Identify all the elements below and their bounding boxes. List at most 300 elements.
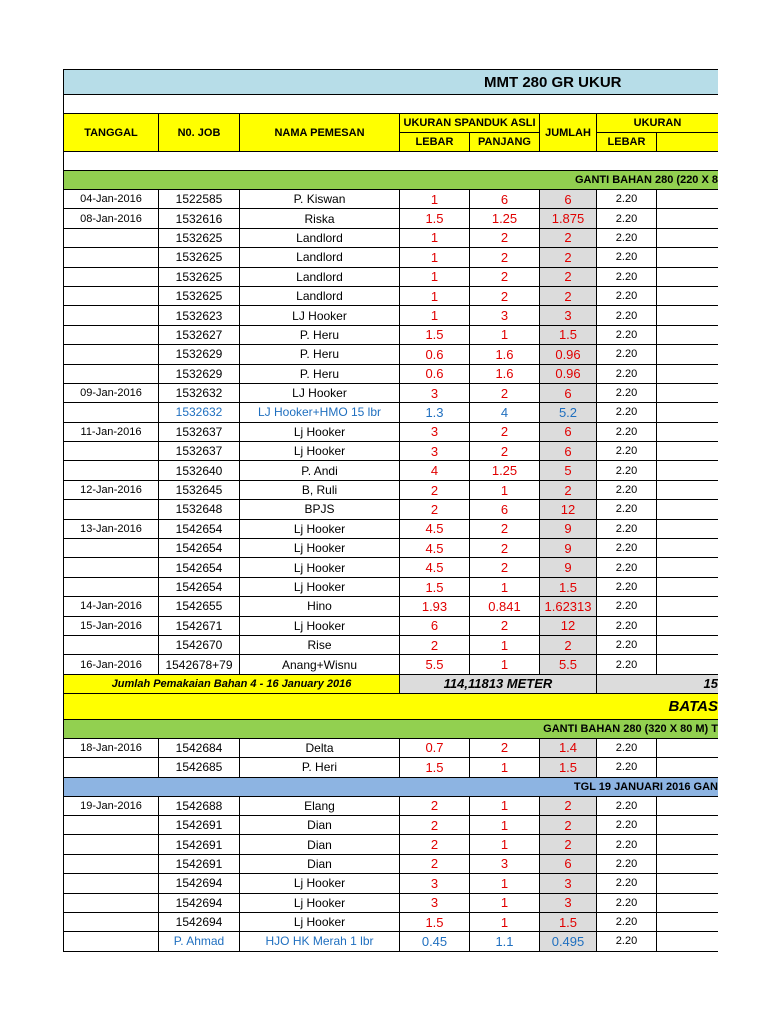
panjang-cell: 6 xyxy=(470,190,540,209)
jumlah-cell: 2 xyxy=(540,835,597,854)
customer-name-cell: B, Ruli xyxy=(240,481,400,500)
jumlah-cell: 2 xyxy=(540,797,597,816)
lebar-cell: 6 xyxy=(400,617,470,636)
lebar-2-cell: 2.20 xyxy=(597,932,657,951)
customer-name-cell: HJO HK Merah 1 lbr xyxy=(240,932,400,951)
table-row xyxy=(63,384,718,403)
job-number-cell: 1532629 xyxy=(159,365,240,384)
jumlah-cell: 6 xyxy=(540,855,597,874)
date-cell xyxy=(63,894,159,913)
blank-cell xyxy=(657,932,718,951)
job-number-cell: 1532632 xyxy=(159,403,240,422)
job-number-cell: 1542670 xyxy=(159,636,240,655)
job-number-cell: 1532625 xyxy=(159,248,240,267)
table-row xyxy=(63,739,718,758)
lebar-cell: 0.7 xyxy=(400,739,470,758)
table-row xyxy=(63,306,718,325)
blank-cell xyxy=(657,461,718,480)
table-row xyxy=(63,758,718,777)
lebar-2-cell: 2.20 xyxy=(597,326,657,345)
table-row xyxy=(63,913,718,932)
lebar-2-cell: 2.20 xyxy=(597,758,657,777)
panjang-cell: 1 xyxy=(470,655,540,674)
panjang-cell: 3 xyxy=(470,306,540,325)
panjang-cell: 1 xyxy=(470,758,540,777)
table-row xyxy=(63,797,718,816)
header-lebar: LEBAR xyxy=(400,133,470,152)
header-blank xyxy=(657,133,718,152)
customer-name-cell: Lj Hooker xyxy=(240,423,400,442)
total-value: 114,11813 METER xyxy=(400,675,597,694)
customer-name-cell: Riska xyxy=(240,209,400,228)
job-number-cell: 1532627 xyxy=(159,326,240,345)
lebar-2-cell: 2.20 xyxy=(597,894,657,913)
job-number-cell: 1532625 xyxy=(159,229,240,248)
lebar-2-cell: 2.20 xyxy=(597,520,657,539)
lebar-cell: 2 xyxy=(400,636,470,655)
customer-name-cell: Lj Hooker xyxy=(240,894,400,913)
lebar-2-cell: 2.20 xyxy=(597,539,657,558)
lebar-2-cell: 2.20 xyxy=(597,578,657,597)
panjang-cell: 1 xyxy=(470,835,540,854)
customer-name-cell: Lj Hooker xyxy=(240,520,400,539)
job-number-cell: 1542654 xyxy=(159,539,240,558)
lebar-2-cell: 2.20 xyxy=(597,461,657,480)
blank-cell xyxy=(657,520,718,539)
jumlah-cell: 5.5 xyxy=(540,655,597,674)
table-row xyxy=(63,365,718,384)
job-number-cell: 1532625 xyxy=(159,268,240,287)
customer-name-cell: Dian xyxy=(240,835,400,854)
lebar-2-cell: 2.20 xyxy=(597,190,657,209)
total-row xyxy=(63,675,718,694)
job-number-cell: 1542655 xyxy=(159,597,240,616)
lebar-cell: 4.5 xyxy=(400,539,470,558)
customer-name-cell: Lj Hooker xyxy=(240,558,400,577)
table-row xyxy=(63,597,718,616)
lebar-2-cell: 2.20 xyxy=(597,423,657,442)
blank-cell xyxy=(657,894,718,913)
panjang-cell: 2 xyxy=(470,268,540,287)
jumlah-cell: 6 xyxy=(540,384,597,403)
header-row xyxy=(63,114,718,152)
jumlah-cell: 3 xyxy=(540,874,597,893)
table-row xyxy=(63,209,718,228)
lebar-cell: 2 xyxy=(400,481,470,500)
table-row xyxy=(63,578,718,597)
job-number-cell: 1532645 xyxy=(159,481,240,500)
customer-name-cell: Lj Hooker xyxy=(240,578,400,597)
date-cell xyxy=(63,932,159,951)
date-cell: 15-Jan-2016 xyxy=(63,617,159,636)
jumlah-cell: 5.2 xyxy=(540,403,597,422)
lebar-cell: 1 xyxy=(400,229,470,248)
blank-cell xyxy=(657,248,718,267)
blank-cell xyxy=(657,229,718,248)
customer-name-cell: P. Heru xyxy=(240,365,400,384)
job-number-cell: 1532648 xyxy=(159,500,240,519)
lebar-2-cell: 2.20 xyxy=(597,558,657,577)
jumlah-cell: 2 xyxy=(540,816,597,835)
job-number-cell: 1532637 xyxy=(159,442,240,461)
blank-cell xyxy=(657,306,718,325)
panjang-cell: 2 xyxy=(470,287,540,306)
blank-cell xyxy=(657,345,718,364)
job-number-cell: 1522585 xyxy=(159,190,240,209)
job-number-cell: 1542694 xyxy=(159,894,240,913)
date-cell: 14-Jan-2016 xyxy=(63,597,159,616)
job-number-cell: 1542691 xyxy=(159,835,240,854)
table-row xyxy=(63,558,718,577)
job-number-cell: 1532629 xyxy=(159,345,240,364)
table-row xyxy=(63,248,718,267)
blank-cell xyxy=(657,209,718,228)
job-number-cell: 1542671 xyxy=(159,617,240,636)
blank-cell xyxy=(657,558,718,577)
table-row xyxy=(63,442,718,461)
table-row xyxy=(63,932,718,951)
total-label: Jumlah Pemakaian Bahan 4 - 16 January 2016 xyxy=(63,675,400,694)
table-body-2 xyxy=(63,739,718,778)
job-number-cell: 1532637 xyxy=(159,423,240,442)
panjang-cell: 2 xyxy=(470,384,540,403)
jumlah-cell: 0.96 xyxy=(540,345,597,364)
blank-cell xyxy=(657,797,718,816)
table-row xyxy=(63,520,718,539)
table-row xyxy=(63,268,718,287)
table-row xyxy=(63,229,718,248)
section-header: TGL 19 JANUARI 2016 GAN xyxy=(63,778,718,797)
lebar-cell: 1 xyxy=(400,248,470,267)
header-nama-pemesan: NAMA PEMESAN xyxy=(240,114,400,152)
panjang-cell: 1 xyxy=(470,797,540,816)
lebar-cell: 1.5 xyxy=(400,758,470,777)
lebar-2-cell: 2.20 xyxy=(597,739,657,758)
date-cell: 08-Jan-2016 xyxy=(63,209,159,228)
job-number-cell: 1542654 xyxy=(159,578,240,597)
blank-cell xyxy=(657,423,718,442)
lebar-cell: 1.5 xyxy=(400,209,470,228)
customer-name-cell: Rise xyxy=(240,636,400,655)
panjang-cell: 1 xyxy=(470,816,540,835)
lebar-2-cell: 2.20 xyxy=(597,365,657,384)
panjang-cell: 2 xyxy=(470,442,540,461)
panjang-cell: 1 xyxy=(470,894,540,913)
jumlah-cell: 2 xyxy=(540,481,597,500)
panjang-cell: 1 xyxy=(470,578,540,597)
jumlah-cell: 1.62313 xyxy=(540,597,597,616)
date-cell xyxy=(63,835,159,854)
lebar-cell: 4.5 xyxy=(400,558,470,577)
header-tanggal: TANGGAL xyxy=(63,114,159,152)
lebar-cell: 3 xyxy=(400,894,470,913)
header-panjang: PANJANG xyxy=(470,133,540,152)
table-row xyxy=(63,539,718,558)
panjang-cell: 2 xyxy=(470,520,540,539)
lebar-2-cell: 2.20 xyxy=(597,384,657,403)
spreadsheet xyxy=(63,69,718,952)
lebar-cell: 2 xyxy=(400,500,470,519)
date-cell xyxy=(63,365,159,384)
panjang-cell: 2 xyxy=(470,423,540,442)
table-row xyxy=(63,894,718,913)
panjang-cell: 2 xyxy=(470,229,540,248)
date-cell xyxy=(63,558,159,577)
panjang-cell: 1.6 xyxy=(470,365,540,384)
job-number-cell: 1542688 xyxy=(159,797,240,816)
lebar-2-cell: 2.20 xyxy=(597,617,657,636)
blank-cell xyxy=(657,403,718,422)
job-number-cell: 1532632 xyxy=(159,384,240,403)
customer-name-cell: LJ Hooker+HMO 15 lbr xyxy=(240,403,400,422)
panjang-cell: 2 xyxy=(470,739,540,758)
lebar-cell: 0.6 xyxy=(400,365,470,384)
title-row xyxy=(63,69,718,95)
jumlah-cell: 1.5 xyxy=(540,913,597,932)
table-body-1 xyxy=(63,190,718,675)
date-cell xyxy=(63,287,159,306)
jumlah-cell: 2 xyxy=(540,248,597,267)
blank-cell xyxy=(657,597,718,616)
date-cell: 19-Jan-2016 xyxy=(63,797,159,816)
table-row xyxy=(63,835,718,854)
job-number-cell: 1532616 xyxy=(159,209,240,228)
lebar-2-cell: 2.20 xyxy=(597,306,657,325)
table-row xyxy=(63,636,718,655)
customer-name-cell: Anang+Wisnu xyxy=(240,655,400,674)
job-number-cell: 1542654 xyxy=(159,558,240,577)
lebar-cell: 1 xyxy=(400,287,470,306)
jumlah-cell: 2 xyxy=(540,287,597,306)
customer-name-cell: Dian xyxy=(240,816,400,835)
customer-name-cell: P. Heri xyxy=(240,758,400,777)
table-row xyxy=(63,345,718,364)
date-cell xyxy=(63,913,159,932)
header-jumlah: JUMLAH xyxy=(540,114,597,152)
date-cell xyxy=(63,500,159,519)
jumlah-cell: 5 xyxy=(540,461,597,480)
jumlah-cell: 2 xyxy=(540,636,597,655)
job-number-cell: 1542694 xyxy=(159,874,240,893)
job-number-cell: 1542684 xyxy=(159,739,240,758)
customer-name-cell: Landlord xyxy=(240,229,400,248)
customer-name-cell: LJ Hooker xyxy=(240,306,400,325)
table-row xyxy=(63,423,718,442)
panjang-cell: 6 xyxy=(470,500,540,519)
job-number-cell: 1542691 xyxy=(159,855,240,874)
blank-cell xyxy=(657,442,718,461)
job-number-cell: 1532625 xyxy=(159,287,240,306)
lebar-cell: 2 xyxy=(400,816,470,835)
date-cell: 12-Jan-2016 xyxy=(63,481,159,500)
lebar-cell: 4 xyxy=(400,461,470,480)
table-body-3 xyxy=(63,797,718,952)
jumlah-cell: 2 xyxy=(540,229,597,248)
jumlah-cell: 0.96 xyxy=(540,365,597,384)
table-row xyxy=(63,874,718,893)
table-row xyxy=(63,403,718,422)
jumlah-cell: 1.5 xyxy=(540,758,597,777)
customer-name-cell: Lj Hooker xyxy=(240,913,400,932)
customer-name-cell: Lj Hooker xyxy=(240,442,400,461)
lebar-2-cell: 2.20 xyxy=(597,855,657,874)
blank-cell xyxy=(657,636,718,655)
panjang-cell: 1.25 xyxy=(470,209,540,228)
lebar-2-cell: 2.20 xyxy=(597,636,657,655)
lebar-2-cell: 2.20 xyxy=(597,229,657,248)
date-cell: 13-Jan-2016 xyxy=(63,520,159,539)
blank-cell xyxy=(657,287,718,306)
jumlah-cell: 6 xyxy=(540,190,597,209)
customer-name-cell: Lj Hooker xyxy=(240,874,400,893)
customer-name-cell: Landlord xyxy=(240,287,400,306)
jumlah-cell: 9 xyxy=(540,520,597,539)
date-cell: 04-Jan-2016 xyxy=(63,190,159,209)
date-cell: 09-Jan-2016 xyxy=(63,384,159,403)
panjang-cell: 2 xyxy=(470,539,540,558)
lebar-cell: 1.3 xyxy=(400,403,470,422)
lebar-cell: 1.5 xyxy=(400,326,470,345)
blank-cell xyxy=(657,835,718,854)
blank-cell xyxy=(657,655,718,674)
date-cell xyxy=(63,268,159,287)
lebar-cell: 1 xyxy=(400,268,470,287)
customer-name-cell: P. Kiswan xyxy=(240,190,400,209)
lebar-cell: 3 xyxy=(400,423,470,442)
lebar-cell: 3 xyxy=(400,874,470,893)
job-number-cell: 1542691 xyxy=(159,816,240,835)
table-row xyxy=(63,855,718,874)
job-number-cell: 1542654 xyxy=(159,520,240,539)
jumlah-cell: 6 xyxy=(540,423,597,442)
customer-name-cell: Elang xyxy=(240,797,400,816)
job-number-cell: P. Ahmad xyxy=(159,932,240,951)
lebar-2-cell: 2.20 xyxy=(597,287,657,306)
blank-cell xyxy=(657,874,718,893)
customer-name-cell: BPJS xyxy=(240,500,400,519)
date-cell xyxy=(63,461,159,480)
panjang-cell: 1 xyxy=(470,636,540,655)
lebar-2-cell: 2.20 xyxy=(597,816,657,835)
table-row xyxy=(63,190,718,209)
job-number-cell: 1542694 xyxy=(159,913,240,932)
lebar-2-cell: 2.20 xyxy=(597,345,657,364)
jumlah-cell: 9 xyxy=(540,539,597,558)
panjang-cell: 1 xyxy=(470,913,540,932)
lebar-cell: 1 xyxy=(400,306,470,325)
table-row xyxy=(63,617,718,636)
lebar-cell: 3 xyxy=(400,442,470,461)
blank-cell xyxy=(657,578,718,597)
lebar-cell: 0.45 xyxy=(400,932,470,951)
job-number-cell: 1532623 xyxy=(159,306,240,325)
table-row xyxy=(63,816,718,835)
lebar-cell: 1.5 xyxy=(400,578,470,597)
date-cell xyxy=(63,758,159,777)
customer-name-cell: Landlord xyxy=(240,248,400,267)
lebar-2-cell: 2.20 xyxy=(597,209,657,228)
table-row xyxy=(63,500,718,519)
lebar-cell: 3 xyxy=(400,384,470,403)
lebar-cell: 1 xyxy=(400,190,470,209)
date-cell: 11-Jan-2016 xyxy=(63,423,159,442)
blank-cell xyxy=(657,816,718,835)
customer-name-cell: P. Heru xyxy=(240,326,400,345)
date-cell xyxy=(63,874,159,893)
blank-cell xyxy=(657,617,718,636)
job-number-cell: 1532640 xyxy=(159,461,240,480)
section-header: GANTI BAHAN 280 (320 X 80 M) T xyxy=(63,720,718,739)
date-cell xyxy=(63,816,159,835)
date-cell xyxy=(63,306,159,325)
table-row xyxy=(63,287,718,306)
panjang-cell: 2 xyxy=(470,248,540,267)
date-cell: 18-Jan-2016 xyxy=(63,739,159,758)
lebar-2-cell: 2.20 xyxy=(597,442,657,461)
blank-cell xyxy=(657,326,718,345)
blank-row xyxy=(63,95,718,114)
customer-name-cell: Landlord xyxy=(240,268,400,287)
panjang-cell: 0.841 xyxy=(470,597,540,616)
blank-cell xyxy=(657,855,718,874)
blank-cell xyxy=(657,268,718,287)
customer-name-cell: Lj Hooker xyxy=(240,617,400,636)
lebar-cell: 1.5 xyxy=(400,913,470,932)
jumlah-cell: 12 xyxy=(540,500,597,519)
batas-row: BATAS xyxy=(63,694,718,720)
jumlah-cell: 6 xyxy=(540,442,597,461)
lebar-cell: 2 xyxy=(400,835,470,854)
table-row xyxy=(63,461,718,480)
blank-cell xyxy=(657,384,718,403)
blank-row xyxy=(63,152,718,171)
date-cell xyxy=(63,578,159,597)
panjang-cell: 1 xyxy=(470,326,540,345)
blank-cell xyxy=(657,913,718,932)
panjang-cell: 4 xyxy=(470,403,540,422)
lebar-2-cell: 2.20 xyxy=(597,797,657,816)
blank-cell xyxy=(657,481,718,500)
jumlah-cell: 1.5 xyxy=(540,326,597,345)
jumlah-cell: 12 xyxy=(540,617,597,636)
date-cell xyxy=(63,442,159,461)
header-no-job: N0. JOB xyxy=(159,114,240,152)
lebar-2-cell: 2.20 xyxy=(597,874,657,893)
customer-name-cell: P. Heru xyxy=(240,345,400,364)
header-lebar-2: LEBAR xyxy=(597,133,657,152)
header-ukuran: UKURAN xyxy=(597,114,718,133)
date-cell xyxy=(63,345,159,364)
jumlah-cell: 3 xyxy=(540,894,597,913)
date-cell xyxy=(63,539,159,558)
jumlah-cell: 1.4 xyxy=(540,739,597,758)
panjang-cell: 1 xyxy=(470,874,540,893)
lebar-2-cell: 2.20 xyxy=(597,403,657,422)
date-cell xyxy=(63,855,159,874)
blank-cell xyxy=(657,758,718,777)
lebar-cell: 2 xyxy=(400,797,470,816)
lebar-2-cell: 2.20 xyxy=(597,248,657,267)
date-cell xyxy=(63,326,159,345)
lebar-cell: 4.5 xyxy=(400,520,470,539)
customer-name-cell: Delta xyxy=(240,739,400,758)
table-row xyxy=(63,481,718,500)
lebar-2-cell: 2.20 xyxy=(597,597,657,616)
lebar-2-cell: 2.20 xyxy=(597,913,657,932)
lebar-cell: 0.6 xyxy=(400,345,470,364)
table-row xyxy=(63,326,718,345)
blank-cell xyxy=(657,500,718,519)
